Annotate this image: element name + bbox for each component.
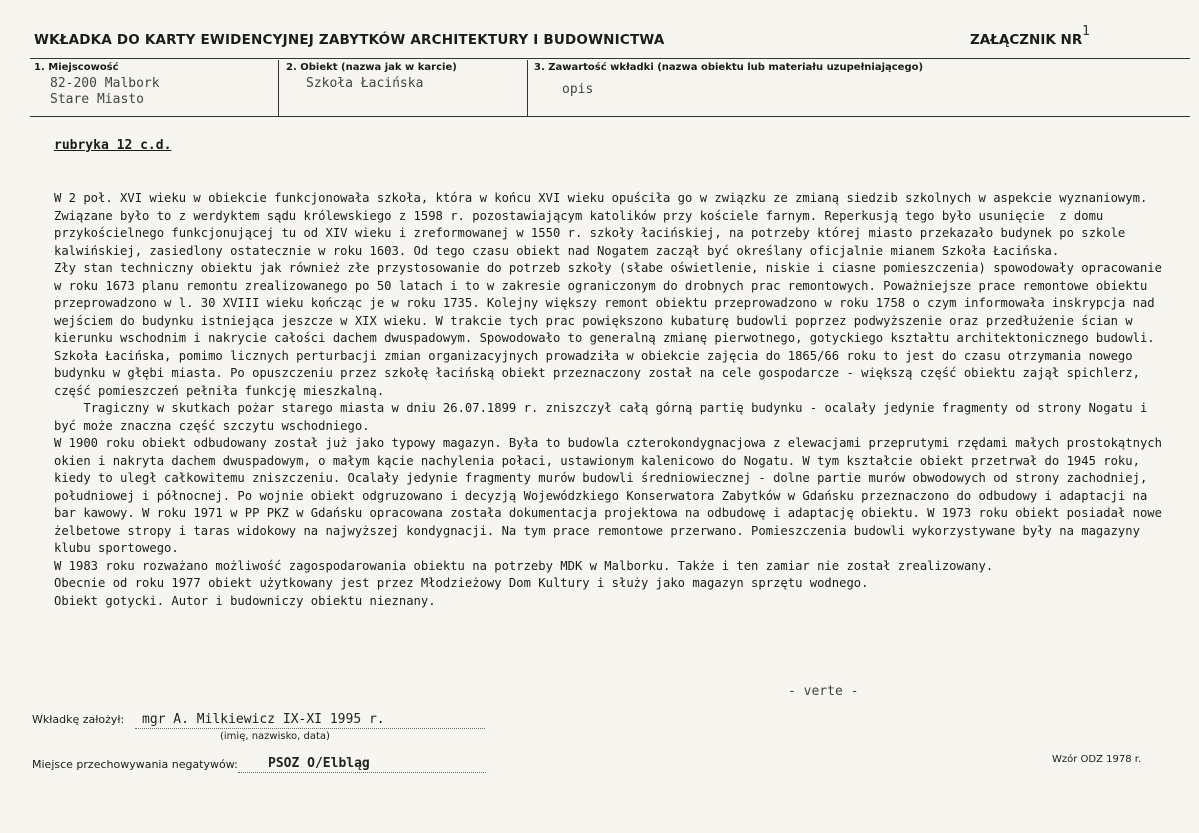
content-label: 3. Zawartość wkładki (nazwa obiektu lub materiału uzupełniającego) xyxy=(534,62,924,73)
form-version: Wzór ODZ 1978 r. xyxy=(1052,754,1142,765)
prepared-by-hint: (imię, nazwisko, data) xyxy=(220,731,330,742)
body-paragraph: W 2 poł. XVI wieku w obiekcie funkcjonowała szkoła, która w końcu XVI wieku opuściła go w związku ze zmianą siedzib szkolnych w aspekcie wyznaniowym. Związane było to z werdyktem sądu królewskiego z 1598 r. pozostawiającym katolików przy kościele farnym. Reperkusją tego było usunięcie z domu przykościelnego funkcjonującej tu od XIV wieku i zreformowanej w 1550 r. szkoły łacińskiej, na potrzeby której miasto przekazało budynek po szkole kalwińskiej, zasiedlony ostatecznie w roku 1603. Od tego czasu obiekt nad Nogatem zaczął być określany oficjalnie mianem Szkoła Łacińska. xyxy=(54,191,1155,258)
prepared-by-line xyxy=(135,728,485,729)
header-rule xyxy=(30,58,1190,59)
object-label: 2. Obiekt (nazwa jak w karcie) xyxy=(286,62,457,73)
content-value: opis xyxy=(562,82,594,97)
body-paragraph: Zły stan techniczny obiektu jak również złe przystosowanie do potrzeb szkoły (słabe oświetlenie, niskie i ciasne pomieszczenia) spowodowały opracowanie w roku 1673 planu remontu zrealizowanego po 50 latach i to w zakresie ograniczonym do drobnych prac remontowych. Poważniejsze prace remontowe obiektu przeprowadzono w l. 30 XVIII wieku kończąc je w roku 1735. Kolejny większy remont obiektu przeprowadzono w roku 1758 o czym informowała inskrypcja nad wejściem do budynku istniejąca jeszcze w XIX wieku. W trakcie tych prac powiększono kubaturę budowli poprzez podwyższenie oraz przedłużenie ścian w kierunku wschodnim i nakrycie całości dachem dwuspadowym. Spowodowało to generalną zmianę pierwotnego, gotyckiego kształtu architektonicznego budowli. xyxy=(54,261,1170,345)
object-value: Szkoła Łacińska xyxy=(306,76,424,91)
attachment-label: ZAŁĄCZNIK NR xyxy=(970,32,1083,48)
description-body xyxy=(54,190,1170,610)
field-divider xyxy=(527,60,528,116)
storage-label: Miejsce przechowywania negatywów: xyxy=(32,758,238,771)
document-title: WKŁADKA DO KARTY EWIDENCYJNEJ ZABYTKÓW ARCHITEKTURY I BUDOWNICTWA xyxy=(34,32,665,48)
body-paragraph: W 1900 roku obiekt odbudowany został już jako typowy magazyn. Była to budowla czterokondygnacjowa z elewacjami przeprutymi rzędami małych prostokątnych okien i nakryta dachem dwuspadowym, o małym kącie nachylenia połaci, ustawionym kalenicowo do Nogatu. W tym kształcie obiekt przetrwał do 1945 roku, kiedy to uległ całkowitemu zniszczeniu. Ocalały jedynie fragmenty murów budowli średniowiecznej - dolne partie murów obwodowych od strony zachodniej, południowej i północnej. Po wojnie obiekt odgruzowano i decyzją Wojewódzkiego Konserwatora Zabytków w Gdańsku przeznaczono do odbudowy i adaptacji na bar kawowy. W roku 1971 w PP PKZ w Gdańsku opracowana została dokumentacja projektowa na odbudowę i adaptację obiektu. W 1973 roku obiekt posiadał nowe żelbetowe stropy i taras widokowy na najwyższej kondygnacji. Na tym prace remontowe przerwano. Pomieszczenia budowli wykorzystywane były na magazyny klubu sportowego. xyxy=(54,436,1170,555)
attachment-number: 1 xyxy=(1082,24,1090,39)
storage-line xyxy=(238,772,486,773)
location-line2: Stare Miasto xyxy=(50,92,144,107)
section-heading: rubryka 12 c.d. xyxy=(54,138,172,153)
body-paragraph: Obiekt gotycki. Autor i budowniczy obiektu nieznany. xyxy=(54,593,436,608)
prepared-by-label: Wkładkę założył: xyxy=(32,713,125,726)
body-paragraph: W 1983 roku rozważano możliwość zagospodarowania obiektu na potrzeby MDK w Malborku. Także i ten zamiar nie został zrealizowany. xyxy=(54,558,994,573)
body-paragraph: Tragiczny w skutkach pożar starego miasta w dniu 26.07.1899 r. zniszczył całą górną partię budynku - ocalały jedynie fragmenty od strony Nogatu i być może znaczna część szczytu wschodniego. xyxy=(54,401,1155,433)
location-line1: 82-200 Malbork xyxy=(50,76,160,91)
location-label: 1. Miejscowość xyxy=(34,62,119,73)
verte-note: - verte - xyxy=(788,684,859,699)
field-divider xyxy=(278,60,279,116)
body-paragraph: Szkoła Łacińska, pomimo licznych perturbacji zmian organizacyjnych prowadziła w obiekcie zajęcia do 1865/66 roku to jest do czasu otrzymania nowego budynku w głębi miasta. Po opuszczeniu przez szkołę łacińską obiekt przeznaczony został na cele gospodarcze - większą część obiektu zajął spichlerz, część pomieszczeń pełniła funkcję mieszkalną. xyxy=(54,348,1148,398)
fields-rule xyxy=(30,116,1190,117)
prepared-by-value: mgr A. Milkiewicz IX-XI 1995 r. xyxy=(142,712,385,727)
body-paragraph: Obecnie od roku 1977 obiekt użytkowany jest przez Młodzieżowy Dom Kultury i służy jako magazyn sprzętu wodnego. xyxy=(54,576,869,590)
storage-value: PSOZ O/Elbląg xyxy=(268,756,370,771)
